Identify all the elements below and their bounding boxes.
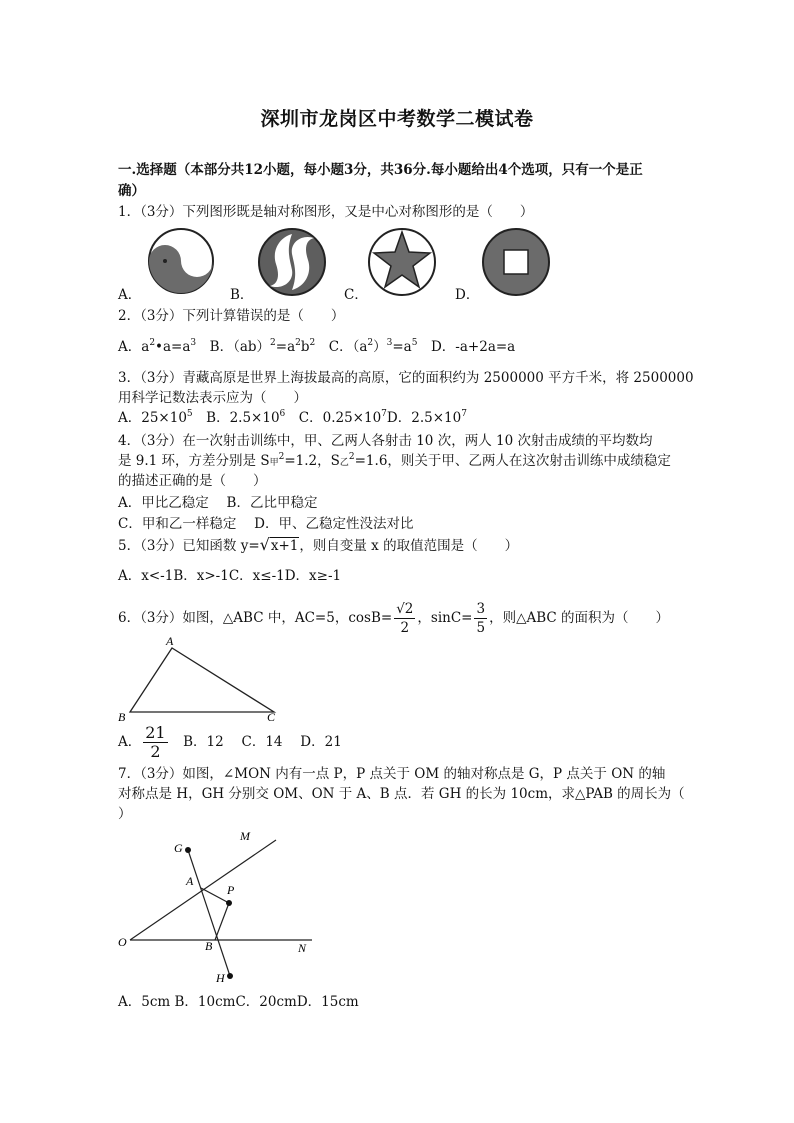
q6-stem: 6．（3分）如图，△ABC 中，AC=5，cosB= $\frac{√2}{2}$ ，sinC= $\frac{3}{5}$ ，则△ABC 的面积为（ ） xyxy=(118,601,670,636)
yinyang-dot-left xyxy=(163,259,167,263)
q7-line2: 对称点是 H，GH 分别交 OM、ON 于 A、B 点．若 GH 的长为 10cm，求△PAB 的周长为（ xyxy=(118,786,685,802)
q1-figure-c-star xyxy=(366,226,438,298)
q3-options: A．$25\times 10^5$ B．$2.5\times 10^6$ C．$0.25\times 10^7D$．$2.5\times 10^7$ xyxy=(118,409,467,426)
label-p: P xyxy=(227,883,235,897)
section-heading-line1: 一.选择题（本部分共12小题，每小题3分，共36分.每小题给出4个选项，只有一个是正 xyxy=(118,162,643,178)
q6-triangle-figure xyxy=(114,634,286,726)
q3-line1: 3．（3分）青藏高原是世界上海拔最高的高原，它的面积约为 2500000 平方千米，将 2500000 xyxy=(118,370,694,386)
q7-line3: ） xyxy=(118,806,132,822)
q4-line3: 的描述正确的是（ ） xyxy=(118,473,267,489)
triangle-abc xyxy=(130,648,274,712)
q4-options-line1: A．甲比乙稳定 B．乙比甲稳定 xyxy=(118,495,318,511)
q1-stem: 1．（3分）下列图形既是轴对称图形，又是中心对称图形的是（ ） xyxy=(118,204,534,220)
q1-option-c-label: C． xyxy=(344,287,368,303)
q6-options: A． $\frac{21}{2}$ B．12 C．14 D．21 xyxy=(118,723,342,761)
vertex-a-label: A xyxy=(166,634,174,648)
coin-square-hole xyxy=(504,250,528,274)
swirl-outer xyxy=(259,229,325,295)
q2-stem: 2．（3分）下列计算错误的是（ ） xyxy=(118,308,345,324)
vertex-b-label: B xyxy=(118,710,126,724)
label-n: N xyxy=(298,941,307,955)
q4-options-line2: C．甲和乙一样稳定 D．甲、乙稳定性没法对比 xyxy=(118,516,414,532)
q5-options: A．x<-1B．x>-1C．x≤-1D．x≥-1 xyxy=(118,568,342,584)
q4-line2: 是 9.1 环，方差分别是 S甲$^2$=1.2，S乙$^2$=1.6，则关于甲、乙两人在这次射击训练中成绩稳定 xyxy=(118,452,671,469)
q1-figure-d-coin xyxy=(480,226,552,298)
q1-option-b-label: B． xyxy=(230,287,254,303)
segment-pb xyxy=(215,903,229,940)
label-h: H xyxy=(216,971,225,985)
q7-options: A．5cm B．10cmC．20cmD．15cm xyxy=(118,994,359,1010)
point-g xyxy=(185,847,191,853)
label-b: B xyxy=(205,939,213,953)
q7-line1: 7．（3分）如图，∠MON 内有一点 P，P 点关于 OM 的轴对称点是 G，P 点关于 ON 的轴 xyxy=(118,766,666,782)
page-title: 深圳市龙岗区中考数学二模试卷 xyxy=(260,108,534,130)
section-heading-line2: 确） xyxy=(118,183,145,199)
q1-option-a-label: A． xyxy=(118,287,142,303)
q1-figure-a-yinyang xyxy=(146,226,216,296)
q1-figure-b-swirl xyxy=(256,226,328,298)
label-g: G xyxy=(174,841,183,855)
yinyang-dot-right xyxy=(195,259,199,263)
ray-om xyxy=(130,840,276,940)
label-a: A xyxy=(186,874,194,888)
segment-gh xyxy=(188,850,230,976)
q2-options: A．$a^2•a=a^3$ B．$(ab)^2=a^2b^2$ C．$(a^2)^3=a^5$ D．-a+2a=a xyxy=(118,338,516,355)
label-m: M xyxy=(240,829,250,843)
q3-line2: 用科学记数法表示应为（ ） xyxy=(118,390,307,406)
point-h xyxy=(227,973,233,979)
q5-stem: 5．（3分）已知函数 y=√x+1，则自变量 x 的取值范围是（ ） xyxy=(118,535,519,554)
q4-line1: 4．（3分）在一次射击训练中，甲、乙两人各射击 10 次，两人 10 次射击成绩的平均数均 xyxy=(118,433,653,449)
label-o: O xyxy=(118,935,127,949)
q1-option-d-label: D． xyxy=(455,287,480,303)
point-p xyxy=(226,900,232,906)
vertex-c-label: C xyxy=(267,710,276,724)
q7-angle-figure xyxy=(112,826,324,986)
